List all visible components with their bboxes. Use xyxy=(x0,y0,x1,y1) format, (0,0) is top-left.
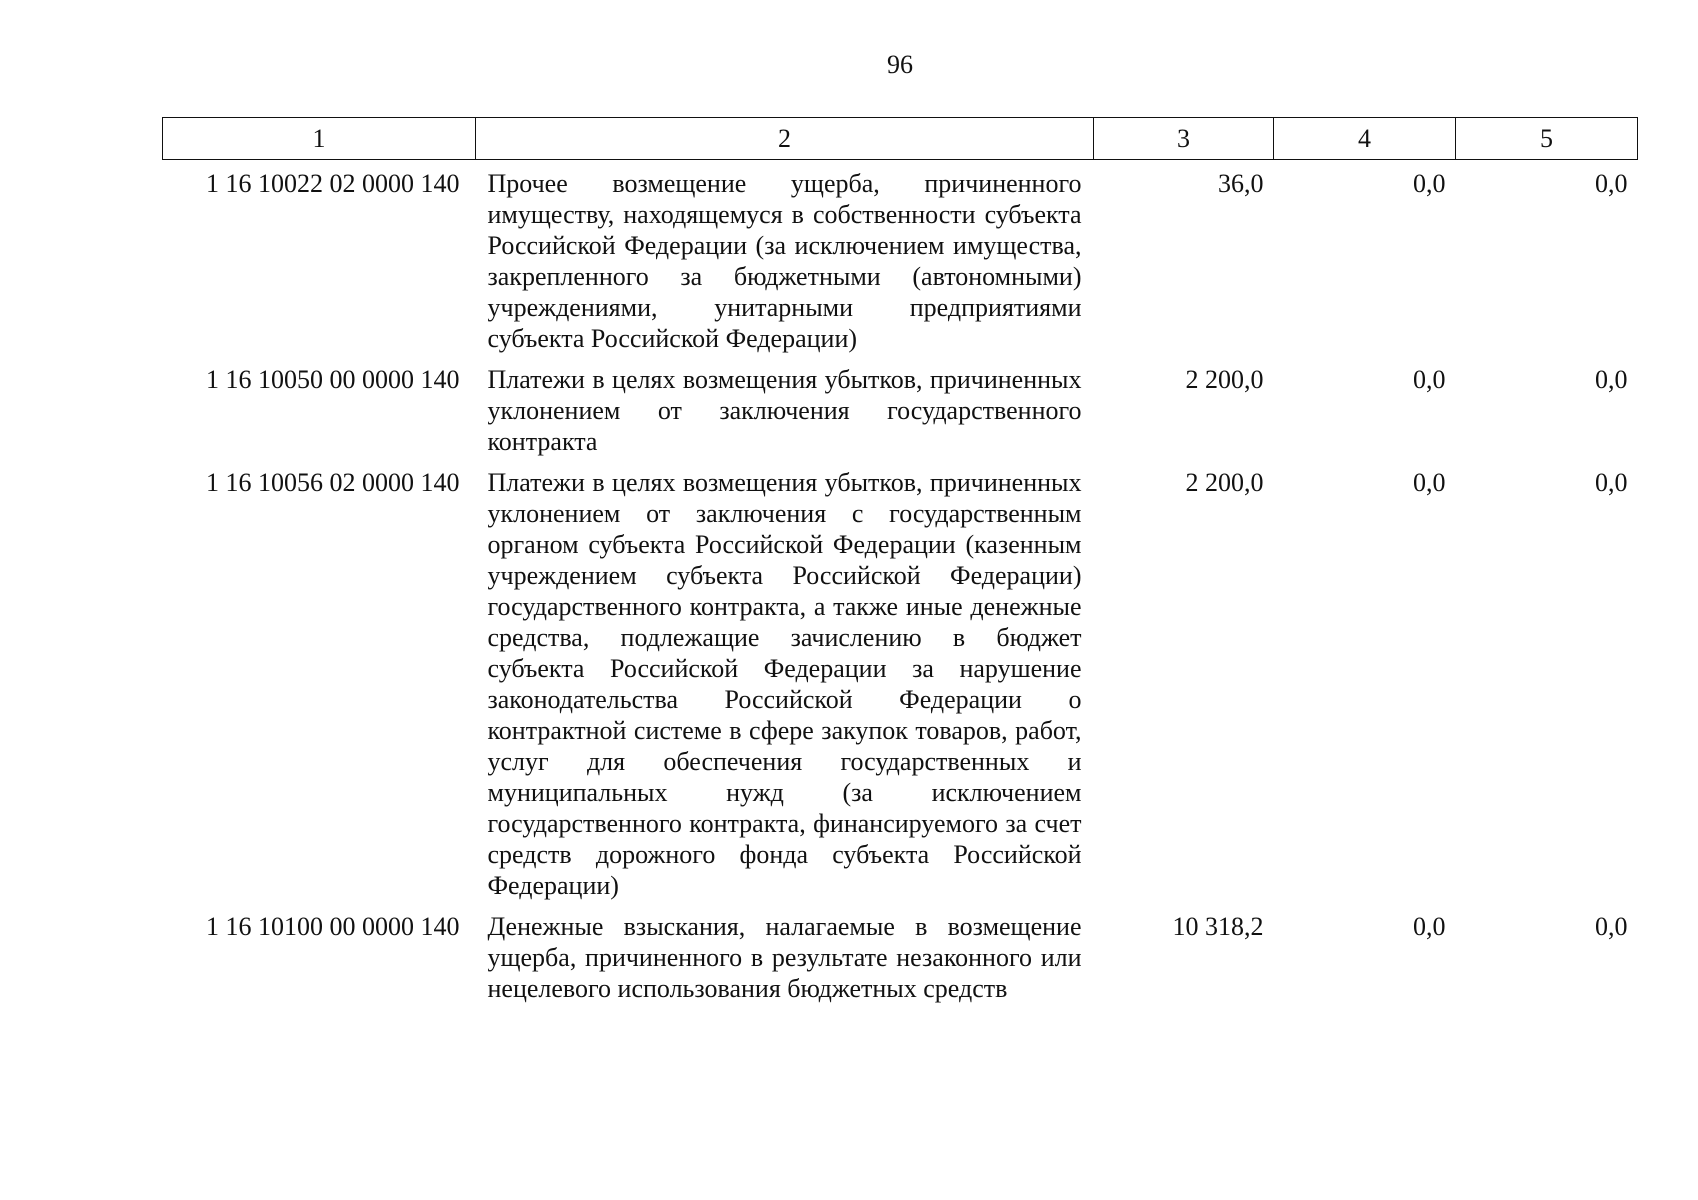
page-number: 96 xyxy=(887,50,913,79)
amount-col-5: 0,0 xyxy=(1595,912,1628,941)
table-body xyxy=(163,160,1638,1009)
header-col-2: 2 xyxy=(476,118,1094,160)
table-row xyxy=(163,160,1638,359)
amount-col-4: 0,0 xyxy=(1413,468,1446,497)
amount-col-3: 36,0 xyxy=(1218,169,1264,198)
row-description: Платежи в целях возмещения убытков, причиненных уклонением от заключения с государственным органом субъекта Российской Федерации (казенным учреждением субъекта Российской Федерации) государственного контракта, а также иные денежные средства, подлежащие зачислению в бюджет субъекта Российской Федерации за нарушение законодательства Российской Федерации о контрактной системе в сфере закупок товаров, работ, услуг для обеспечения государственных и муниципальных нужд (за исключением государственного контракта, финансируемого за счет средств дорожного фонда субъекта Российской Федерации) xyxy=(487,468,1082,900)
amount-col-5: 0,0 xyxy=(1595,365,1628,394)
row-description: Платежи в целях возмещения убытков, причиненных уклонением от заключения государственного контракта xyxy=(487,365,1082,456)
amount-col-3: 2 200,0 xyxy=(1185,365,1264,394)
header-col-5: 5 xyxy=(1456,118,1638,160)
header-col-3: 3 xyxy=(1094,118,1274,160)
budget-code: 1 16 10100 00 0000 140 xyxy=(206,912,460,941)
amount-col-4: 0,0 xyxy=(1413,912,1446,941)
row-description: Денежные взыскания, налагаемые в возмещение ущерба, причиненного в результате незаконного или нецелевого использования бюджетных средств xyxy=(487,912,1082,1003)
header-col-4: 4 xyxy=(1274,118,1456,160)
amount-col-4: 0,0 xyxy=(1413,365,1446,394)
budget-code: 1 16 10056 02 0000 140 xyxy=(206,468,460,497)
table-row xyxy=(163,358,1638,461)
amount-col-3: 10 318,2 xyxy=(1172,912,1264,941)
table-row xyxy=(163,461,1638,905)
budget-table xyxy=(162,117,1638,1008)
table-header xyxy=(163,118,1638,160)
header-col-1: 1 xyxy=(163,118,476,160)
budget-code: 1 16 10022 02 0000 140 xyxy=(206,169,460,198)
budget-code: 1 16 10050 00 0000 140 xyxy=(206,365,460,394)
amount-col-5: 0,0 xyxy=(1595,169,1628,198)
amount-col-4: 0,0 xyxy=(1413,169,1446,198)
amount-col-3: 2 200,0 xyxy=(1185,468,1264,497)
header-row xyxy=(163,118,1638,160)
row-description: Прочее возмещение ущерба, причиненного имуществу, находящемуся в собственности субъекта Российской Федерации (за исключением имущества, закрепленного за бюджетными (автономными) учреждениями, унитарными предприятиями субъекта Российской Федерации) xyxy=(487,169,1082,353)
amount-col-5: 0,0 xyxy=(1595,468,1628,497)
table-row xyxy=(163,905,1638,1008)
